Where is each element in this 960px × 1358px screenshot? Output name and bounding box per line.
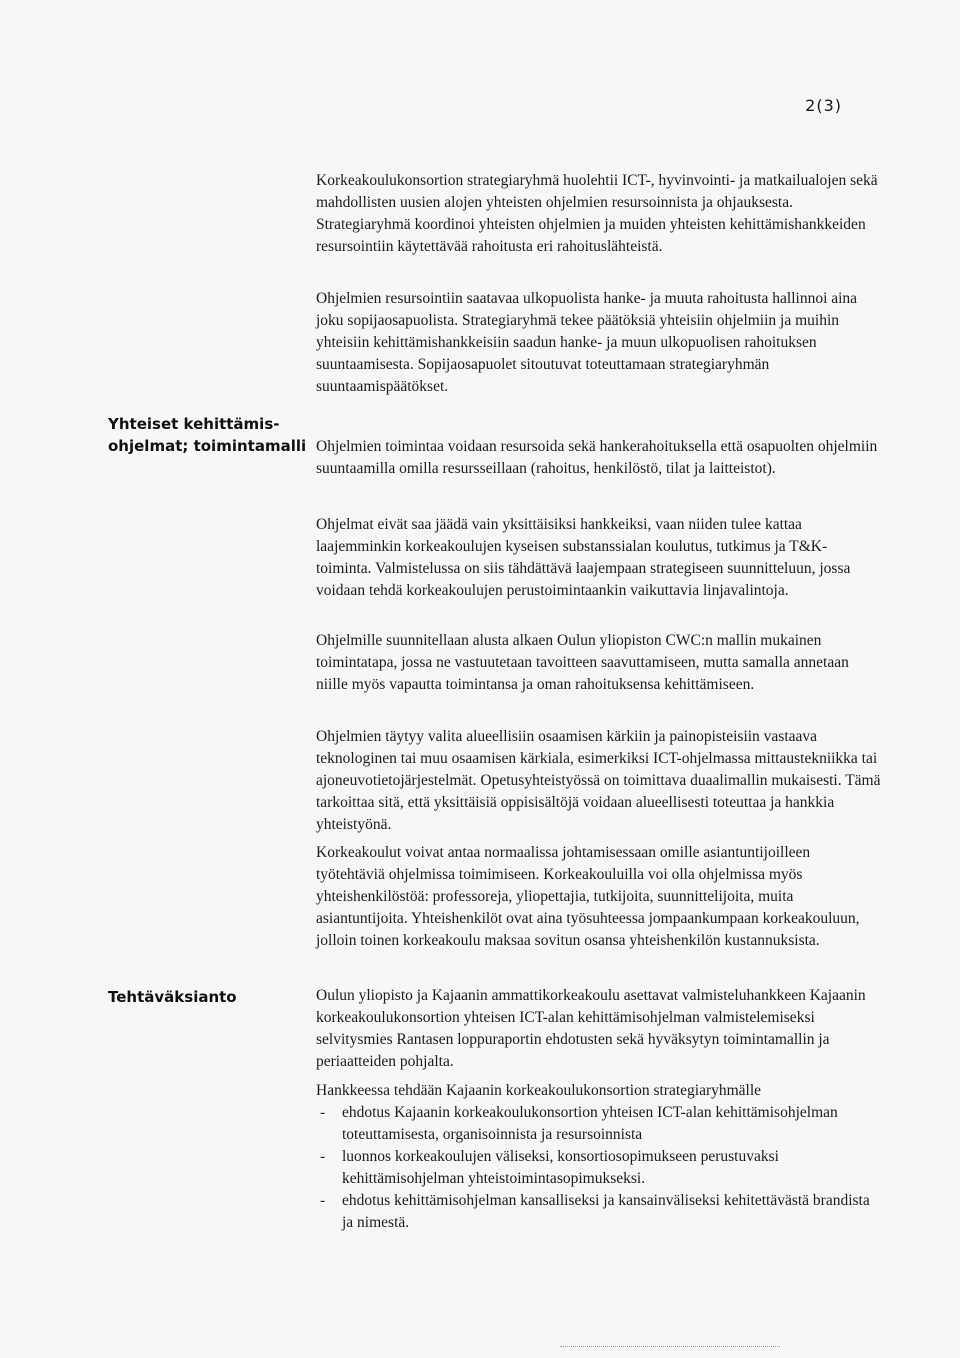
intro-paragraph-2: Ohjelmien resursointiin saatavaa ulkopuolista hanke- ja muuta rahoitusta hallinnoi aina joku sopijaosapuolista. Strategiaryhmä tekee päätöksiä yhteisiin ohjelmiin ja muihin yhteisiin kehittämishankkeisiin saadun hanke- ja muun ulkopuolisen rahoituksen suuntaamisesta. Sopijaosapuolet sitoutuvat toteuttamaan strategiaryhmän suuntaamispäätökset. xyxy=(316,290,858,395)
section-heading-assignment: Tehtäväksianto xyxy=(108,988,237,1006)
intro-paragraph-1: Korkeakoulukonsortion strategiaryhmä huolehtii ICT-, hyvinvointi- ja matkailualojen sekä mahdollisten uusien alojen yhteisten ohjelmien resursoinnista ja ohjauksesta. Strategiaryhmä koordinoi yhteisten ohjelmien ja muiden yhteisten kehittämishankkeiden resursointiin käytettävää rahoitusta eri rahoituslähteistä. xyxy=(316,172,878,255)
list-item: - ehdotus Kajaanin korkeakoulukonsortion yhteisen ICT-alan kehittämisohjelman toteuttamisesta, organisoinnista ja resursoinnista xyxy=(316,1102,882,1146)
proposal-list xyxy=(316,1102,882,1234)
section1-paragraph-1: Ohjelmien toimintaa voidaan resursoida sekä hankerahoituksella että osapuolten ohjelmiin suuntaamilla omilla resursseillaan (rahoitus, henkilöstö, tilat ja laitteistot). xyxy=(316,438,878,477)
section1-paragraph-5: Korkeakoulut voivat antaa normaalissa johtamisessaan omille asiantuntijoilleen työtehtäviä ohjelmissa toimimiseen. Korkeakouluilla voi olla ohjelmissa myös yhteishenkilöstöä: professoreja, yliopettajia, tutkijoita, suunnittelijoita, muita asiantuntijoita. Yhteishenkilöt ovat aina työsuhteessa jompaankumpaan korkeakouluun, jolloin toinen korkeakoulu maksaa sovitun osansa yhteishenkilön kustannuksista. xyxy=(316,844,860,949)
section2-paragraph-1: Oulun yliopisto ja Kajaanin ammattikorkeakoulu asettavat valmisteluhankkeen Kajaanin korkeakoulukonsortion yhteisen ICT-alan kehittämisohjelman valmistelemiseksi selvitysmies Rantasen loppuraportin ehdotusten sekä hyväksytyn toimintamallin ja periaatteiden pohjalta. xyxy=(316,987,866,1070)
scan-footer-marks xyxy=(560,1344,780,1347)
section1-paragraph-3: Ohjelmille suunnitellaan alusta alkaen Oulun yliopiston CWC:n mallin mukainen toimintatapa, jossa ne vastuutetaan tavoitteen saavuttamiseen, mutta samalla annetaan niille myös vapautta toimintansa ja oman rahoituksensa kehittämiseen. xyxy=(316,632,849,693)
section-heading-development-programs xyxy=(108,413,306,457)
section-heading-line-1: Yhteiset kehittämis- xyxy=(108,415,280,433)
list-item: - luonnos korkeakoulujen väliseksi, konsortiosopimukseen perustuvaksi kehittämisohjelman yhteistoimintasopimukseksi. xyxy=(316,1146,882,1190)
list-item: - ehdotus kehittämisohjelman kansalliseksi ja kansainväliseksi kehitettävästä brandista ja nimestä. xyxy=(316,1190,882,1234)
section2-paragraph-2: Hankkeessa tehdään Kajaanin korkeakoulukonsortion strategiaryhmälle xyxy=(316,1082,762,1099)
section1-paragraph-4: Ohjelmien täytyy valita alueellisiin osaamisen kärkiin ja painopisteisiin vastaava teknologinen tai muu osaamisen kärkiala, esimerkiksi ICT-ohjelmassa mittaustekniikka tai ajoneuvotietojärjestelmät. Opetusyhteistyössä on toimittava duaalimallin mukaisesti. Tämä tarkoittaa sitä, että yksittäisiä oppisisältöjä voidaan alueellisesti toteuttaa ja hankkia yhteistyönä. xyxy=(316,728,881,833)
page-number: 2(3) xyxy=(805,96,842,115)
section1-paragraph-2: Ohjelmat eivät saa jäädä vain yksittäisiksi hankkeiksi, vaan niiden tulee kattaa laajemminkin korkeakoulujen kyseisen substanssialan koulutus, tutkimus ja T&K-toiminta. Valmistelussa on siis tähdättävä laajempaan strategiseen suunnitteluun, jossa voidaan tehdä korkeakoulujen perustoimintaankin vaikuttavia linjavalintoja. xyxy=(316,516,851,599)
section-heading-line-2: ohjelmat; toimintamalli xyxy=(108,437,307,455)
